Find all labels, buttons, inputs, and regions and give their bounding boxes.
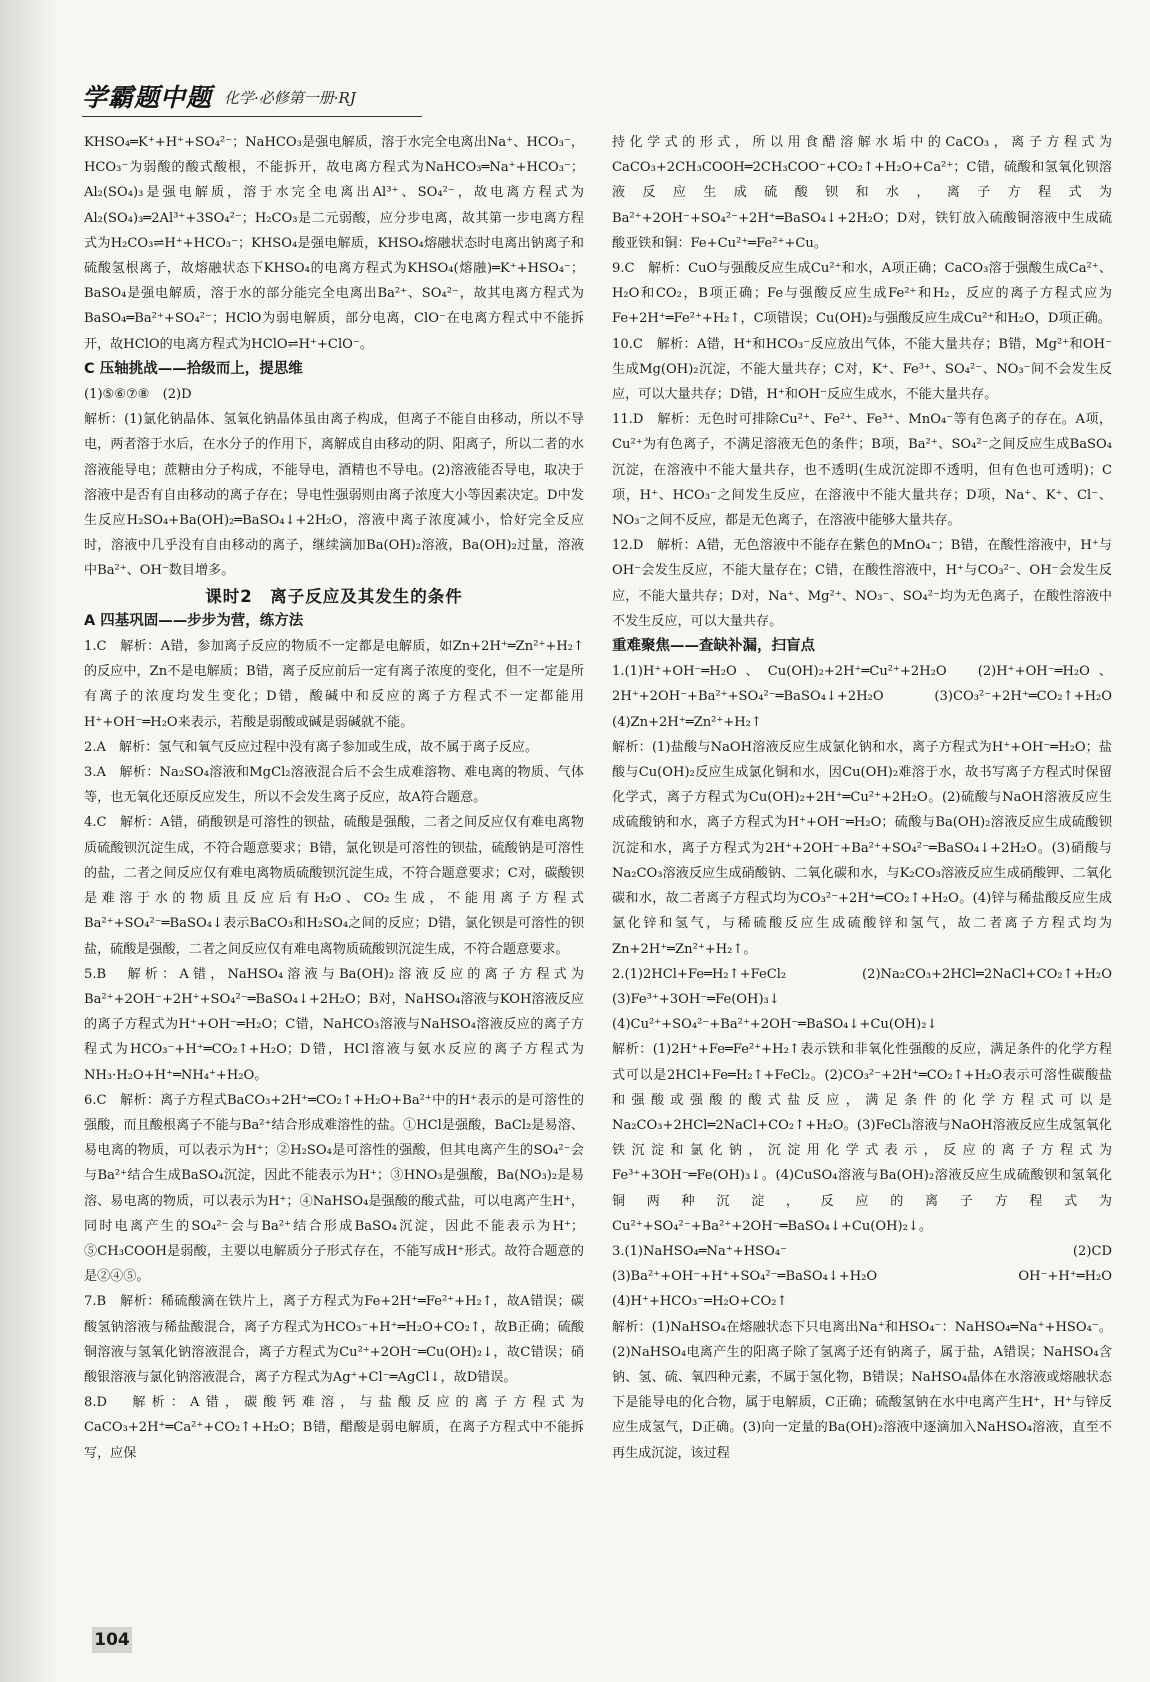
answer-item: 1.(1)H⁺+OH⁻═H₂O、Cu(OH)₂+2H⁺═Cu²⁺+2H₂O (2)H⁺+OH⁻═H₂O、2H⁺+2OH⁻+Ba²⁺+SO₄²⁻═BaSO₄↓+2H₂O (3)CO₃²⁻+2H⁺═CO₂↑+H₂O (4)Zn+2H⁺═Zn²⁺+H₂↑ bbox=[612, 664, 1126, 730]
binding-shadow bbox=[0, 0, 60, 1682]
paragraph: 解析：(1)NaHSO₄在熔融状态下只电离出Na⁺和HSO₄⁻：NaHSO₄═Na⁺+HSO₄⁻。(2)NaHSO₄电离产生的阳离子除了氢离子还有钠离子，属于盐，A错误；NaHSO₄含钠、氢、硫、氧四种元素，不属于氢化物，B错误；NaHSO₄晶体在水溶液或熔融状态下是能导电的化合物，属于电解质，C正确；硫酸氢钠在水中电离产生H⁺，H⁺与锌反应生成氢气，D正确。(3)向一定量的Ba(OH)₂溶液中逐滴加入NaHSO₄溶液，直至不再生成沉淀，该过程 bbox=[612, 1319, 1112, 1461]
answer-item: 2.(1)2HCl+Fe═H₂↑+FeCl₂ (2)Na₂CO₃+2HCl═2NaCl+CO₂↑+H₂O (3)Fe³⁺+3OH⁻═Fe(OH)₃↓ (4)Cu²⁺+SO₄²⁻+Ba²⁺+2OH⁻═BaSO₄↓+Cu(OH)₂↓ bbox=[612, 966, 1126, 1033]
answer-item: 8.D 解析：A错，碳酸钙难溶，与盐酸反应的离子方程式为CaCO₃+2H⁺═Ca²⁺+CO₂↑+H₂O；B错，醋酸是弱电解质，在离子方程式中不能拆写，应保 bbox=[84, 1395, 584, 1461]
paragraph: 解析：(1)2H⁺+Fe═Fe²⁺+H₂↑表示铁和非氧化性强酸的反应，满足条件的化学方程式可以是2HCl+Fe═H₂↑+FeCl₂。(2)CO₃²⁻+2H⁺═CO₂↑+H₂O表示可溶性碳酸盐和强酸或强酸的酸式盐反应，满足条件的化学方程式可以是Na₂CO₃+2HCl═2NaCl+CO₂↑+H₂O。(3)FeCl₃溶液与NaOH溶液反应生成氢氧化铁沉淀和氯化钠，沉淀用化学式表示，反应的离子方程式为Fe³⁺+3OH⁻═Fe(OH)₃↓。(4)CuSO₄溶液与Ba(OH)₂溶液反应生成硫酸钡和氢氧化铜两种沉淀，反应的离子方程式为Cu²⁺+SO₄²⁻+Ba²⁺+2OH⁻═BaSO₄↓+Cu(OH)₂↓。 bbox=[612, 1042, 1112, 1234]
answer-item: 7.B 解析：稀硫酸滴在铁片上，离子方程式为Fe+2H⁺═Fe²⁺+H₂↑，故A错误；碳酸氢钠溶液与稀盐酸混合，离子方程式为HCO₃⁻+H⁺═H₂O+CO₂↑，故B正确；硫酸铜溶液与氢氧化钠溶液混合，离子方程式为Cu²⁺+2OH⁻═Cu(OH)₂↓，故C错误；硝酸银溶液与氯化钠溶液混合，离子方程式为Ag⁺+Cl⁻═AgCl↓，故D错误。 bbox=[84, 1294, 584, 1385]
answer-item: 11.D 解析：无色时可排除Cu²⁺、Fe²⁺、Fe³⁺、MnO₄⁻等有色离子的存在。A项，Cu²⁺为有色离子，不满足溶液无色的条件；B项，Ba²⁺、SO₄²⁻之间反应生成BaSO₄沉淀，在溶液中不能大量共存，也不透明(生成沉淀即不透明，但有色也可透明)；C项，H⁺、HCO₃⁻之间发生反应，在溶液中不能大量共存；D项，Na⁺、K⁺、Cl⁻、NO₃⁻之间不反应，都是无色离子，在溶液中能够大量共存。 bbox=[612, 412, 1112, 529]
answer-item: 5.B 解析：A错，NaHSO₄溶液与Ba(OH)₂溶液反应的离子方程式为Ba²⁺+2OH⁻+2H⁺+SO₄²⁻═BaSO₄↓+2H₂O；B对，NaHSO₄溶液与KOH溶液反应的离子方程式为H⁺+OH⁻═H₂O；C错，NaHCO₃溶液与NaHSO₄溶液反应的离子方程式为HCO₃⁻+H⁺═CO₂↑+H₂O；D错，HCl溶液与氨水反应的离子方程式为NH₃·H₂O+H⁺═NH₄⁺+H₂O。 bbox=[84, 966, 584, 1083]
running-header bbox=[82, 76, 422, 117]
answer-item: 3.A 解析：Na₂SO₄溶液和MgCl₂溶液混合后不会生成难溶物、难电离的物质、气体等，也无氧化还原反应发生，所以不会发生离子反应，故A符合题意。 bbox=[84, 765, 584, 806]
answer-item: 3.(1)NaHSO₄═Na⁺+HSO₄⁻ (2)CD (3)Ba²⁺+OH⁻+H⁺+SO₄²⁻═BaSO₄↓+H₂O OH⁻+H⁺═H₂O (4)H⁺+HCO₃⁻═H₂O+CO₂↑ bbox=[612, 1243, 1126, 1310]
answer-item: 6.C 解析：离子方程式BaCO₃+2H⁺═CO₂↑+H₂O+Ba²⁺中的H⁺表示的是可溶性的强酸，而且酸根离子不能与Ba²⁺结合形成难溶性的盐。①HCl是强酸，BaCl₂是易溶、易电离的物质，可以表示为H⁺；②H₂SO₄是可溶性的强酸，但其电离产生的SO₄²⁻会与Ba²⁺结合生成BaSO₄沉淀，因此不能表示为H⁺；③HNO₃是强酸，Ba(NO₃)₂是易溶、易电离的物质，可以表示为H⁺；④NaHSO₄是强酸的酸式盐，可以电离产生H⁺，同时电离产生的SO₄²⁻会与Ba²⁺结合形成BaSO₄沉淀，因此不能表示为H⁺；⑤CH₃COOH是弱酸，主要以电解质分子形式存在，不能写成H⁺形式。故符合题意的是②④⑤。 bbox=[84, 1092, 584, 1285]
answer-item: 12.D 解析：A错，无色溶液中不能存在紫色的MnO₄⁻；B错，在酸性溶液中，H⁺与OH⁻会发生反应，不能大量存在；C错，在酸性溶液中，H⁺与CO₃²⁻、OH⁻会发生反应，不能大量共存；D对，Na⁺、Mg²⁺、NO₃⁻、SO₄²⁻均为无色离子，在酸性溶液中不发生反应，可以大量共存。 bbox=[612, 538, 1112, 629]
answer-item: 10.C 解析：A错，H⁺和HCO₃⁻反应放出气体，不能大量共存；B错，Mg²⁺和OH⁻生成Mg(OH)₂沉淀，不能大量共存；C对，K⁺、Fe³⁺、SO₄²⁻、NO₃⁻间不会发生反应，可以大量共存；D错，H⁺和OH⁻反应生成水，不能大量共存。 bbox=[612, 336, 1112, 403]
subject-label: 化学·必修第一册·RJ bbox=[224, 89, 356, 107]
page-number: 104 bbox=[92, 1627, 132, 1653]
answer-item: 9.C 解析：CuO与强酸反应生成Cu²⁺和水，A项正确；CaCO₃溶于强酸生成Ca²⁺、H₂O和CO₂，B项正确；Fe与强酸反应生成Fe²⁺和H₂，反应的离子方程式应为Fe+2H⁺═Fe²⁺+H₂↑，C项错误；Cu(OH)₂与强酸反应生成Cu²⁺和H₂O，D项正确。 bbox=[612, 261, 1112, 327]
section-heading: 重难聚焦——查缺补漏，扫盲点 bbox=[612, 638, 815, 655]
lesson-title: 课时2 离子反应及其发生的条件 bbox=[205, 586, 463, 606]
right-column bbox=[612, 130, 1126, 1466]
brand-logo: 学霸题中题 bbox=[82, 83, 213, 112]
left-column bbox=[84, 130, 584, 1466]
answer-item: 1.C 解析：A错，参加离子反应的物质不一定都是电解质，如Zn+2H⁺═Zn²⁺+H₂↑的反应中，Zn不是电解质；B错，离子反应前后一定有离子浓度的变化，但不一定是所有离子的浓度均发生变化；D错，酸碱中和反应的离子方程式不一定都能用H⁺+OH⁻═H₂O来表示，若酸是弱酸或碱是弱碱就不能。 bbox=[84, 639, 584, 730]
section-heading: A 四基巩固——步步为营，练方法 bbox=[84, 612, 304, 629]
paragraph: 持化学式的形式，所以用食醋溶解水垢中的CaCO₃，离子方程式为CaCO₃+2CH₃COOH═2CH₃COO⁻+CO₂↑+H₂O+Ca²⁺；C错，硫酸和氢氧化钡溶液反应生成硫酸钡和水，离子方程式为Ba²⁺+2OH⁻+SO₄²⁻+2H⁺═BaSO₄↓+2H₂O；D对，铁钉放入硫酸铜溶液中生成硫酸亚铁和铜：Fe+Cu²⁺═Fe²⁺+Cu。 bbox=[612, 135, 1112, 251]
paragraph: KHSO₄═K⁺+H⁺+SO₄²⁻；NaHCO₃是强电解质，溶于水完全电离出Na⁺、HCO₃⁻，HCO₃⁻为弱酸的酸式酸根，不能拆开，故电离方程式为NaHCO₃═Na⁺+HCO₃⁻；Al₂(SO₄)₃是强电解质，溶于水完全电离出Al³⁺、SO₄²⁻，故电离方程式为Al₂(SO₄)₃═2Al³⁺+3SO₄²⁻；H₂CO₃是二元弱酸，应分步电离，故其第一步电离方程式为H₂CO₃⇌H⁺+HCO₃⁻；KHSO₄是强电解质，KHSO₄熔融状态时电离出钠离子和硫酸氢根离子，故熔融状态下KHSO₄的电离方程式为KHSO₄(熔融)═K⁺+HSO₄⁻；BaSO₄是强电解质，溶于水的部分能完全电离出Ba²⁺、SO₄²⁻，故其电离方程式为BaSO₄═Ba²⁺+SO₄²⁻；HClO为弱电解质，部分电离，ClO⁻在电离方程式中不能拆开，故HClO的电离方程式为HClO⇌H⁺+ClO⁻。 bbox=[84, 135, 584, 352]
answer-line: (1)⑤⑥⑦⑧ (2)D bbox=[84, 387, 192, 403]
answer-item: 4.C 解析：A错，硝酸钡是可溶性的钡盐，硫酸是强酸，二者之间反应仅有难电离物质硫酸钡沉淀生成，不符合题意要求；B错，氯化钡是可溶性的钡盐，硫酸钠是可溶性的盐，二者之间反应仅有难电离物质硫酸钡沉淀生成，不符合题意要求；C对，碳酸钡是难溶于水的物质且反应后有H₂O、CO₂生成，不能用离子方程式Ba²⁺+SO₄²⁻═BaSO₄↓表示BaCO₃和H₂SO₄之间的反应；D错，氯化钡是可溶性的钡盐，硫酸是强酸，二者之间反应仅有难电离物质硫酸钡沉淀生成，不符合题意要求。 bbox=[84, 815, 584, 957]
paragraph: 解析：(1)盐酸与NaOH溶液反应生成氯化钠和水，离子方程式为H⁺+OH⁻═H₂O；盐酸与Cu(OH)₂反应生成氯化铜和水，因Cu(OH)₂难溶于水，故书写离子方程式时保留化学式，离子方程式为Cu(OH)₂+2H⁺═Cu²⁺+2H₂O。(2)硫酸与NaOH溶液反应生成硫酸钠和水，离子方程式为H⁺+OH⁻═H₂O；硫酸与Ba(OH)₂溶液反应生成硫酸钡沉淀和水，离子方程式为2H⁺+2OH⁻+Ba²⁺+SO₄²⁻═BaSO₄↓+2H₂O。(3)硝酸与Na₂CO₃溶液反应生成硝酸钠、二氧化碳和水，与K₂CO₃溶液反应生成硝酸钾、二氧化碳和水，故二者离子方程式均为CO₃²⁻+2H⁺═CO₂↑+H₂O。(4)锌与稀盐酸反应生成氯化锌和氢气，与稀硫酸反应生成硫酸锌和氢气，故二者离子方程式均为Zn+2H⁺═Zn²⁺+H₂↑。 bbox=[612, 739, 1112, 957]
answer-item: 2.A 解析：氢气和氧气反应过程中没有离子参加或生成，故不属于离子反应。 bbox=[84, 739, 539, 755]
paragraph: 解析：(1)氯化钠晶体、氢氧化钠晶体虽由离子构成，但离子不能自由移动，所以不导电，两者溶于水后，在水分子的作用下，离解成自由移动的阴、阳离子，所以二者的水溶液能导电；蔗糖由分子构成，不能导电，酒精也不导电。(2)溶液能否导电，取决于溶液中是否有自由移动的离子存在；导电性强弱则由离子浓度大小等因素决定。D中发生反应H₂SO₄+Ba(OH)₂═BaSO₄↓+2H₂O，溶液中离子浓度减小，恰好完全反应时，溶液中几乎没有自由移动的离子，继续滴加Ba(OH)₂溶液，Ba(OH)₂过量，溶液中Ba²⁺、OH⁻数目增多。 bbox=[84, 412, 584, 579]
section-heading: C 压轴挑战——拾级而上，提思维 bbox=[84, 360, 303, 377]
